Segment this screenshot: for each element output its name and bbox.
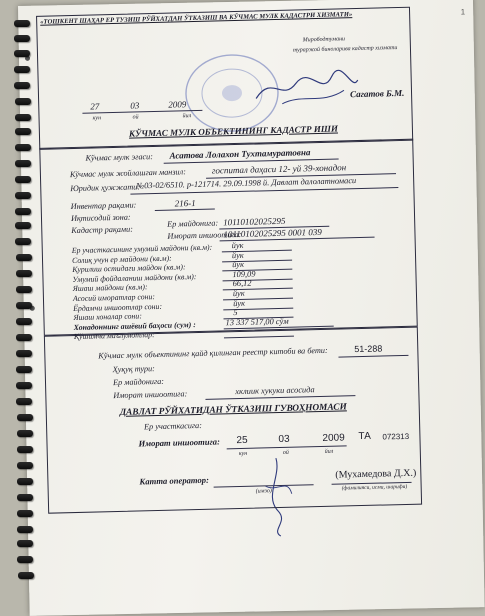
binder-ring (14, 50, 30, 57)
binder-ring (16, 270, 32, 277)
address-value: госпитал даҳаси 12- уй 39-хонадон (211, 162, 347, 176)
legal-doc-label: Юридик ҳужжати: (70, 182, 141, 194)
cert-month-label: ой (282, 449, 289, 456)
document-title: КЎЧМАС МУЛК ОБЪЕКТИНИНГ КАДАСТР ИШИ (128, 123, 339, 139)
operator-label: Катта оператор: (139, 474, 210, 487)
registry-book-value: 51-288 (354, 343, 383, 355)
cert-year: 2009 (322, 432, 345, 444)
area-label: Умумий фойдаланиш майдони (кв.м): (72, 271, 197, 284)
area-value: йук (231, 240, 244, 251)
area-label: Ер участкасининг умумий майдони (кв.м): (71, 242, 213, 256)
binder-ring (15, 208, 31, 215)
binder-ring (15, 128, 31, 135)
certification-title: ДАВЛАТ РЎЙХАТИДАН ЎТКАЗИШ ГУВОҲНОМАСИ (119, 402, 347, 418)
area-label: Қўшимча маълумотлар: (73, 330, 155, 342)
area-value: 66,12 (232, 279, 252, 289)
economic-zone-label: Иқтисодий зона: (70, 212, 131, 224)
binder-ring (14, 66, 30, 73)
area-value: йук (232, 260, 245, 270)
binder-ring (17, 462, 33, 469)
registry-book-label: Кўчмас мулк объектининг қайд қилинган реестр китоби ва бети: (98, 345, 328, 361)
binder-ring (15, 98, 31, 105)
binder-ring (15, 144, 31, 151)
area-value: йук (232, 288, 245, 299)
cert-land-label: Ер участкасига: (144, 420, 203, 432)
cert-building-label: Иморат иншоотига: (138, 436, 221, 449)
approver-name: Сагатов Б.М. (349, 87, 405, 100)
binder-ring (15, 192, 31, 199)
cad-land-label: Ер майдонига: (167, 218, 219, 229)
binder-ring (17, 526, 33, 533)
binder-ring (15, 238, 31, 245)
header-month-label: ой (132, 114, 139, 121)
binder-ring (17, 430, 33, 437)
owner-value: Асатова Лолахон Тухтамуратовна (169, 147, 311, 161)
right-type-label: Ҳуқуқ тури: (112, 364, 155, 375)
owner-label: Кўчмас мулк эгаси: (85, 152, 154, 163)
area-label: Ёрдамчи иншоотлар сони: (73, 301, 163, 313)
cert-year-label: йил (324, 448, 334, 455)
binder-ring (14, 35, 30, 42)
binder-ring (17, 494, 33, 501)
binder-ring (16, 382, 32, 389)
area-label: Яшаш хоналар сони: (73, 311, 142, 323)
binder-ring (16, 302, 32, 309)
binder-ring (16, 366, 32, 373)
document-page (30, 5, 429, 579)
registry-frame (44, 327, 422, 514)
binder-ring (16, 350, 32, 357)
operator-sign-caption: (имзо) (255, 488, 272, 495)
director-signature (251, 66, 362, 111)
header-day-label: кун (92, 115, 102, 122)
area-label: Қурилиш остидаги майдон (кв.м): (72, 262, 186, 275)
binder-ring (16, 398, 32, 405)
address-label: Кўчмас мулк жойлашган манзил: (69, 167, 186, 180)
cert-day: 25 (236, 434, 248, 447)
area-value: 5 (233, 308, 238, 318)
header-year: 2009 (168, 99, 187, 110)
binder-ring (17, 414, 33, 421)
area-value: 13 337 517,00 сўм (225, 316, 289, 328)
cadastral-label: Кадастр рақами: (71, 224, 134, 236)
binder-ring (15, 160, 31, 167)
cad-building-value: 10110102025295 0001 039 (223, 226, 322, 240)
binder-ring (14, 20, 30, 27)
registry-building-value: хклиик хукуки асосида (235, 385, 315, 397)
cert-series: ТА (358, 430, 372, 443)
binder-ring (14, 82, 30, 89)
registry-land-label: Ер майдонига: (112, 376, 165, 388)
header-day: 27 (90, 101, 100, 112)
binder-ring (16, 318, 32, 325)
approver-line-2: тураржой биноларива кадастр хизмати (292, 45, 398, 54)
binder-ring (16, 334, 32, 341)
approver-line-1: Мирободтумани (302, 36, 346, 44)
cert-number: 072313 (382, 431, 410, 442)
operator-name-caption: (фамилияси, исми, шарифи) (341, 483, 408, 492)
organization-header: «ТОШКЕНТ ШАҲАР ЕР ТУЗИШ РЎЙХАТДАН ЎТКАЗИШ ВА КЎЧМАС МУЛК КАДАСТРИ ХИЗМАТИ» (40, 11, 353, 26)
area-label: Асосий иморатлар сони: (72, 292, 156, 304)
binder-ring (15, 176, 31, 183)
binder-ring (18, 572, 34, 579)
binder-ring (16, 254, 32, 261)
registry-building-label: Иморат иншоотига: (113, 389, 188, 401)
legal-doc-value: №03-02/6510. р-121714. 29.09.1998 й. Давлат далолатномаси (136, 176, 357, 191)
binder-ring (17, 556, 33, 563)
binder-ring (17, 540, 33, 547)
header-year-label: йил (182, 113, 192, 120)
area-label: Яшаш майдони (кв.м): (72, 282, 148, 294)
header-month: 03 (130, 100, 140, 111)
cert-day-label: кун (238, 450, 248, 458)
page-number: 1 (460, 7, 466, 17)
binder-ring (15, 222, 31, 229)
binder-ring (15, 114, 31, 121)
binder-ring (16, 286, 32, 293)
binder-ring (17, 510, 33, 517)
cert-month: 03 (278, 433, 290, 446)
area-value: йук (231, 250, 244, 260)
area-label: Солиқ учун ер майдони (кв.м): (71, 253, 172, 265)
area-label: Хонадоннинг ашёвий баҳоси (сум) : (73, 319, 196, 332)
inventory-value: 216-1 (174, 198, 196, 209)
inventory-label: Инвентар рақами: (70, 200, 137, 212)
area-value: 109,09 (232, 269, 256, 279)
area-value: йук (233, 298, 246, 308)
cad-building-label: Иморат иншоотига: (167, 229, 242, 241)
binder-ring (17, 446, 33, 453)
operator-name: (Мухамедова Д.Х.) (335, 467, 417, 481)
binder-ring (17, 478, 33, 485)
cad-land-value: 10110102025295 (223, 215, 286, 228)
